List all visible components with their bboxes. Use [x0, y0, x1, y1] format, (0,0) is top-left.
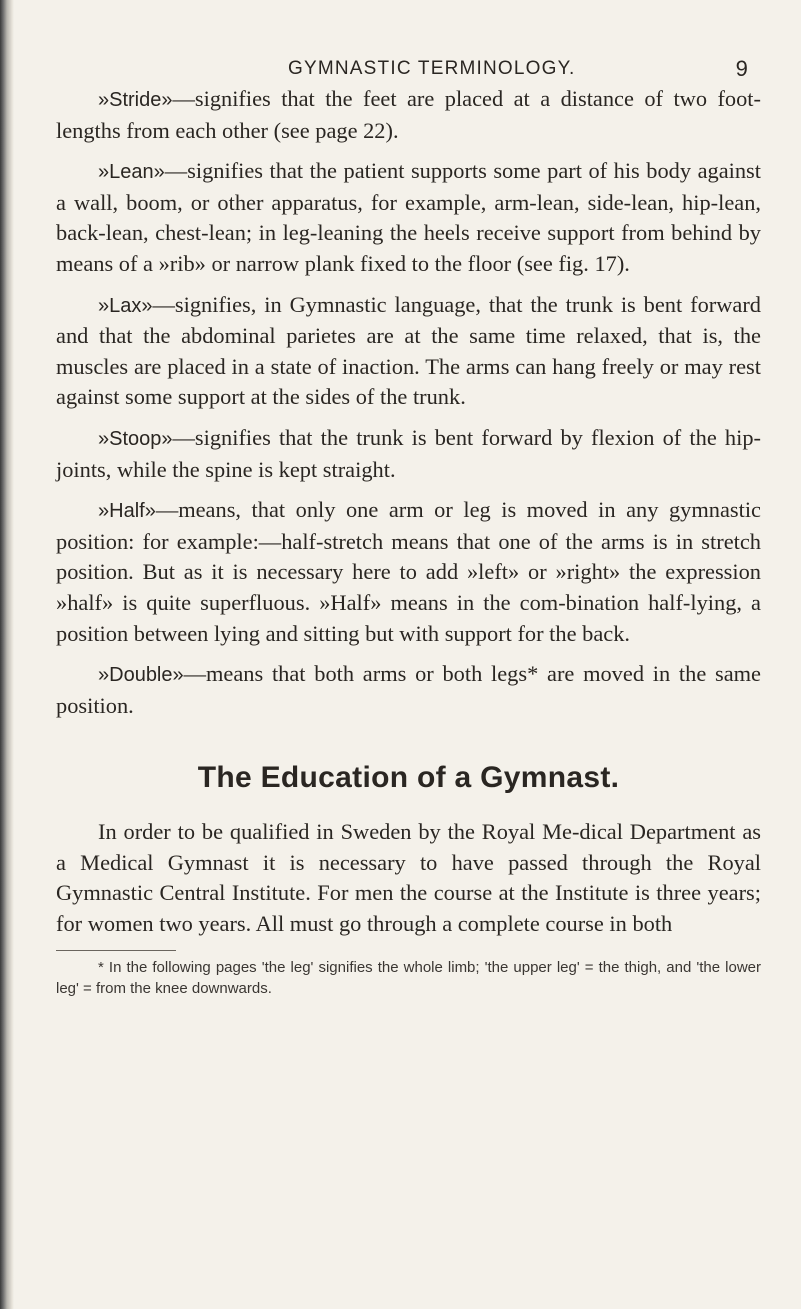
term-lax: »Lax» — [98, 294, 153, 317]
section-paragraph: In order to be qualified in Sweden by the Royal Me-dical Department as a Medical Gymnast it is necessary to have passed through the Royal Gymnastic Central Institute. For men the course at the Institute is three years; for women two years. All must go through a complete course in both — [56, 819, 761, 937]
term-half: »Half» — [98, 500, 156, 523]
definition-double — [56, 659, 761, 721]
definition-text: —means that both arms or both legs* are moved in the same position. — [56, 661, 761, 718]
running-title: GYMNASTIC TERMINOLOGY. — [288, 58, 576, 79]
footnote-divider — [56, 950, 176, 951]
section-title: The Education of a Gymnast. — [197, 761, 620, 795]
term-stoop: »Stoop» — [98, 427, 173, 450]
definition-stoop — [56, 423, 761, 485]
definition-text: —signifies, in Gymnastic language, that the trunk is bent forward and that the abdominal parietes are at the same time relaxed, that is, the muscles are placed in a state of inaction. The arms can hang freely or may rest against some support at the sides of the trunk. — [56, 291, 761, 410]
term-double: »Double» — [98, 664, 184, 687]
definition-text: —signifies that the trunk is bent forward by flexion of the hip-joints, while the spine is kept straight. — [56, 424, 761, 482]
term-stride: »Stride» — [98, 89, 173, 111]
definition-stride — [56, 84, 761, 146]
definition-lean — [56, 156, 761, 279]
definition-text: —signifies that the feet are placed at a distance of two foot-lengths from each other (see page 22). — [56, 86, 761, 143]
definition-text: —signifies that the patient supports some part of his body against a wall, boom, or other apparatus, for example, arm-lean, side-lean, hip-lean, back-lean, chest-lean; in leg-leaning the heels receive support from behind by means of a »rib» or narrow plank fixed to the floor (see fig. 17). — [56, 158, 761, 276]
footnote: * In the following pages 'the leg' signifies the whole limb; 'the upper leg' = the thigh, and 'the lower leg' = from the knee downwards. — [56, 958, 761, 997]
book-page — [56, 52, 761, 999]
page-number: 9 — [735, 56, 749, 81]
definition-lax — [56, 290, 761, 413]
definition-text: —means, that only one arm or leg is moved in any gymnastic position: for example:—half-stretch means that one of the arms is in stretch position. But as it is necessary here to add »left» or »right» the expression »half» is quite superfluous. »Half» means in the com-bination half-lying, a position between lying and sitting but with support for the back. — [56, 497, 761, 646]
running-head — [56, 52, 761, 84]
definition-half — [56, 495, 761, 649]
book-binding-edge — [0, 0, 14, 1309]
term-lean: »Lean» — [98, 161, 165, 184]
